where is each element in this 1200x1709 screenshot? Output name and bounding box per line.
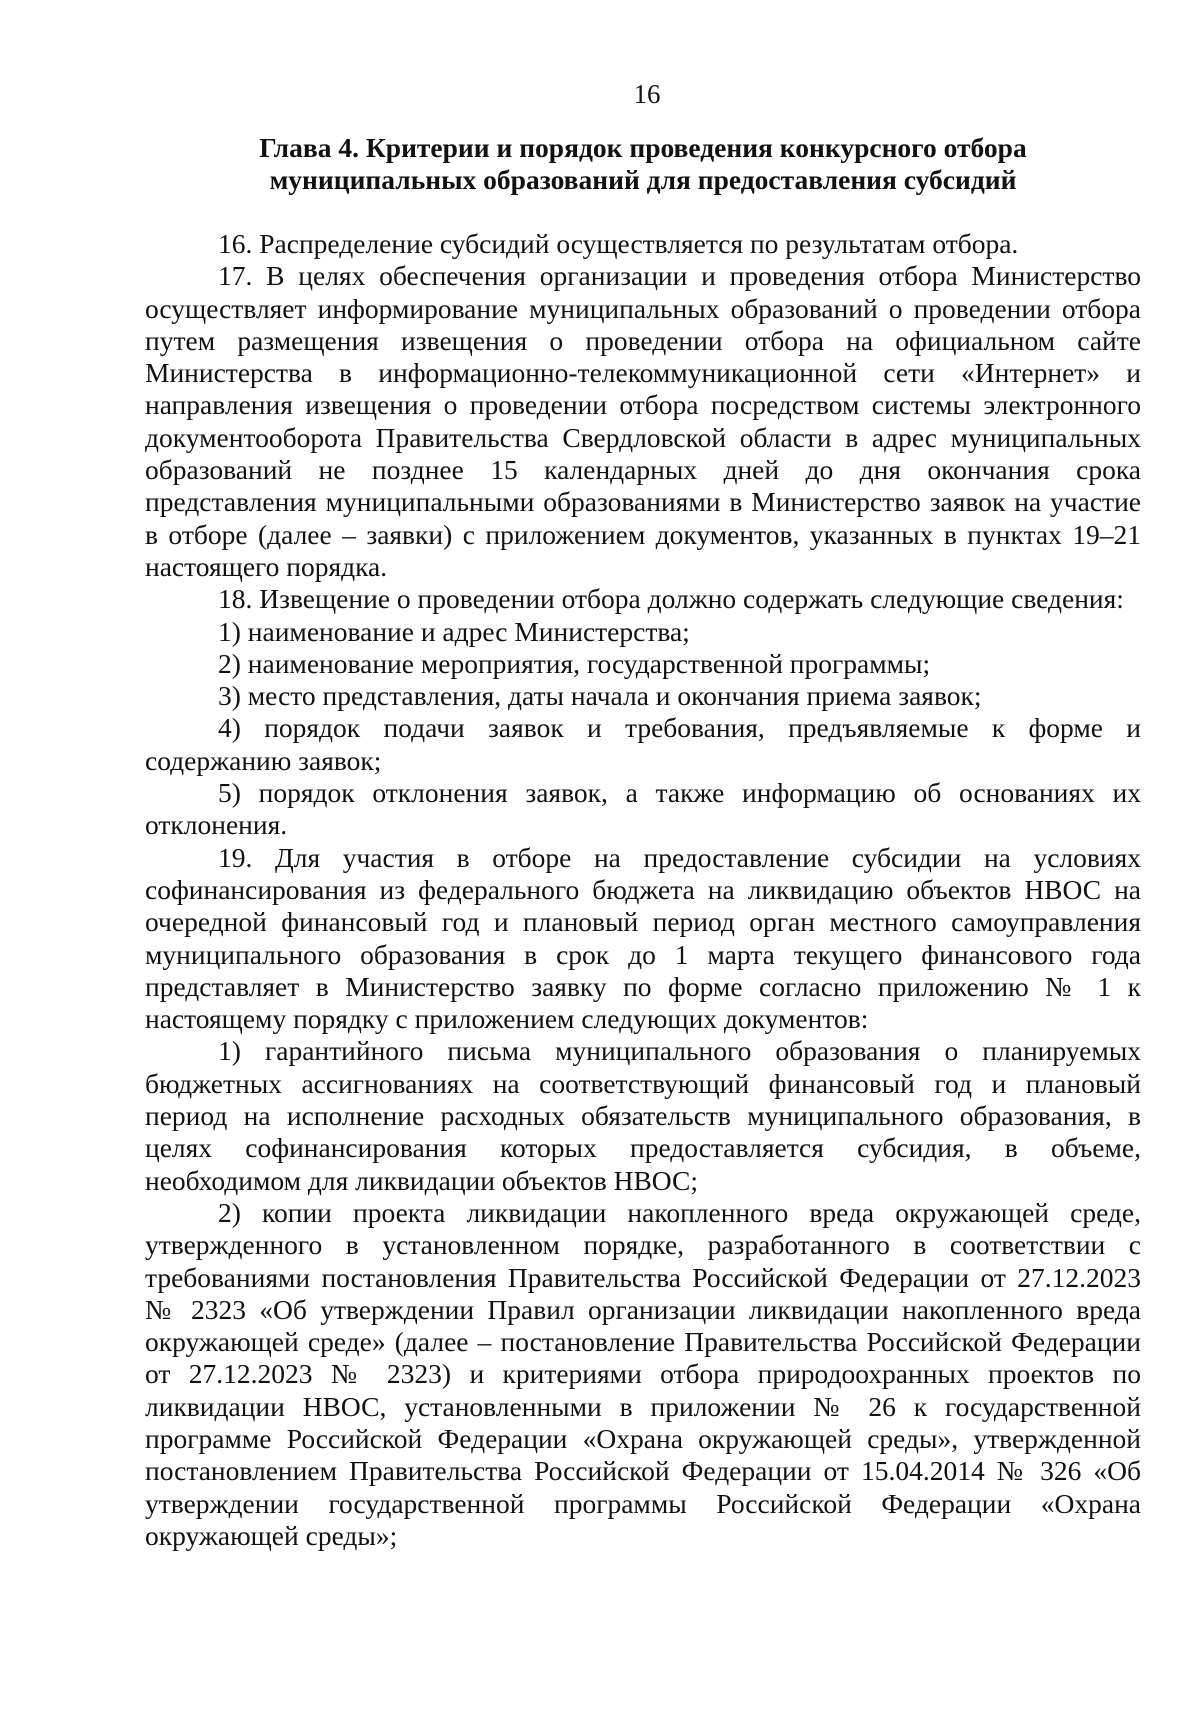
chapter-title-line-2: муниципальных образований для предоставления субсидий: [269, 164, 1017, 195]
list-item-18-3: 3) место представления, даты начала и окончания приема заявок;: [218, 680, 982, 712]
list-item-18-1: 1) наименование и адрес Министерства;: [218, 615, 690, 647]
paragraph-16: 16. Распределение субсидий осуществляется по результатам отбора.: [218, 228, 1019, 259]
list-item-18-4: 4) порядок подачи заявок и требования, предъявляемые к форме и содержанию заявок;: [145, 712, 1141, 776]
paragraph-17: 17. В целях обеспечения организации и проведения отбора Министерство осуществляет информирование муниципальных образований о проведении отбора путем размещения извещения о проведении отбора на официальном сайте Министерства в информационно-телекоммуникационной сети «Интернет» и направления извещения о проведении отбора посредством системы электронного документооборота Правительства Свердловской области в адрес муниципальных образований не позднее 15 календарных дней до дня окончания срока представления муниципальными образованиями в Министерство заявок на участие в отборе (далее – заявки) с приложением документов, указанных в пунктах 19–21 настоящего порядка.: [145, 260, 1141, 582]
chapter-title-line-1: Глава 4. Критерии и порядок проведения конкурсного отбора: [259, 132, 1027, 163]
paragraph-18: 18. Извещение о проведении отбора должно содержать следующие сведения:: [218, 583, 1124, 615]
paragraph-19: 19. Для участия в отборе на предоставление субсидии на условиях софинансирования из федерального бюджета на ликвидацию объектов НВОС на очередной финансовый год и плановый период орган местного самоуправления муниципального образования в срок до 1 марта текущего финансового года представляет в Министерство заявку по форме согласно приложению № 1 к настоящему порядку с приложением следующих документов:: [145, 841, 1141, 1035]
chapter-title: [145, 132, 1141, 196]
list-item-19-1: 1) гарантийного письма муниципального образования о планируемых бюджетных ассигнованиях на соответствующий финансовый год и плановый период на исполнение расходных обязательств муниципального образования, в целях софинансирования которых предоставляется субсидия, в объеме, необходимом для ликвидации объектов НВОС;: [145, 1035, 1141, 1196]
list-item-18-5: 5) порядок отклонения заявок, а также информацию об основаниях их отклонения.: [145, 777, 1141, 841]
document-page: [145, 78, 1141, 1552]
page-number: 16: [633, 79, 661, 109]
list-item-19-2: 2) копии проекта ликвидации накопленного вреда окружающей среде, утвержденного в установленном порядке, разработанного в соответствии с требованиями постановления Правительства Российской Федерации от 27.12.2023 № 2323 «Об утверждении Правил организации ликвидации накопленного вреда окружающей среде» (далее – постановление Правительства Российской Федерации от 27.12.2023 № 2323) и критериями отбора природоохранных проектов по ликвидации НВОС, установленными в приложении № 26 к государственной программе Российской Федерации «Охрана окружающей среды», утвержденной постановлением Правительства Российской Федерации от 15.04.2014 № 326 «Об утверждении государственной программы Российской Федерации «Охрана окружающей среды»;: [145, 1196, 1141, 1551]
list-item-18-2: 2) наименование мероприятия, государственной программы;: [218, 647, 931, 679]
document-body: [145, 228, 1141, 1552]
